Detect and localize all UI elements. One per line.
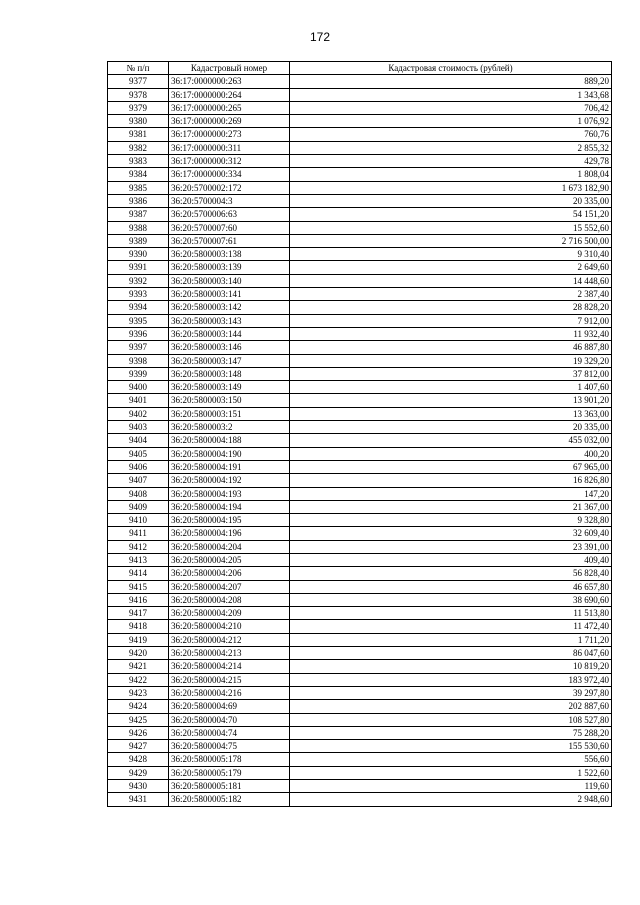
cell-cadastral-value: 19 329,20 bbox=[290, 354, 612, 367]
cell-cadastral-value: 556,60 bbox=[290, 753, 612, 766]
table-row bbox=[108, 713, 612, 726]
table-row bbox=[108, 487, 612, 500]
cell-cadastral-value: 10 819,20 bbox=[290, 660, 612, 673]
table-row bbox=[108, 726, 612, 739]
table-row bbox=[108, 686, 612, 699]
cell-row-number: 9394 bbox=[108, 301, 169, 314]
cell-cadastral-value: 1 673 182,90 bbox=[290, 181, 612, 194]
cell-row-number: 9413 bbox=[108, 553, 169, 566]
cell-cadastral-number: 36:20:5800004:192 bbox=[169, 474, 290, 487]
cell-cadastral-value: 183 972,40 bbox=[290, 673, 612, 686]
cell-row-number: 9408 bbox=[108, 487, 169, 500]
table-row bbox=[108, 673, 612, 686]
cell-cadastral-number: 36:20:5800004:206 bbox=[169, 567, 290, 580]
cell-cadastral-value: 706,42 bbox=[290, 101, 612, 114]
cell-row-number: 9427 bbox=[108, 740, 169, 753]
cell-cadastral-number: 36:20:5800004:191 bbox=[169, 460, 290, 473]
table-row bbox=[108, 660, 612, 673]
cell-row-number: 9400 bbox=[108, 381, 169, 394]
cell-cadastral-value: 155 530,60 bbox=[290, 740, 612, 753]
cell-cadastral-value: 20 335,00 bbox=[290, 421, 612, 434]
cell-cadastral-number: 36:20:5800003:150 bbox=[169, 394, 290, 407]
cell-cadastral-number: 36:20:5800003:151 bbox=[169, 407, 290, 420]
table-row bbox=[108, 75, 612, 88]
cell-row-number: 9383 bbox=[108, 155, 169, 168]
cell-row-number: 9397 bbox=[108, 341, 169, 354]
cell-row-number: 9421 bbox=[108, 660, 169, 673]
table-row bbox=[108, 327, 612, 340]
cell-cadastral-value: 9 310,40 bbox=[290, 248, 612, 261]
cell-row-number: 9428 bbox=[108, 753, 169, 766]
cell-cadastral-number: 36:20:5800005:182 bbox=[169, 793, 290, 806]
cell-cadastral-number: 36:20:5800004:212 bbox=[169, 633, 290, 646]
cell-row-number: 9378 bbox=[108, 88, 169, 101]
cell-row-number: 9422 bbox=[108, 673, 169, 686]
cell-row-number: 9388 bbox=[108, 221, 169, 234]
cell-cadastral-number: 36:20:5800004:210 bbox=[169, 620, 290, 633]
table-row bbox=[108, 421, 612, 434]
cell-row-number: 9420 bbox=[108, 647, 169, 660]
cell-row-number: 9396 bbox=[108, 327, 169, 340]
cell-row-number: 9431 bbox=[108, 793, 169, 806]
table-row bbox=[108, 740, 612, 753]
table-row bbox=[108, 447, 612, 460]
cell-row-number: 9395 bbox=[108, 314, 169, 327]
cell-row-number: 9404 bbox=[108, 434, 169, 447]
cell-cadastral-value: 9 328,80 bbox=[290, 514, 612, 527]
cell-row-number: 9403 bbox=[108, 421, 169, 434]
cell-cadastral-number: 36:20:5800003:147 bbox=[169, 354, 290, 367]
cell-cadastral-value: 37 812,00 bbox=[290, 367, 612, 380]
table-row bbox=[108, 793, 612, 806]
table-row bbox=[108, 580, 612, 593]
table-row bbox=[108, 155, 612, 168]
cell-cadastral-number: 36:20:5800004:205 bbox=[169, 553, 290, 566]
cell-cadastral-value: 15 552,60 bbox=[290, 221, 612, 234]
cell-row-number: 9381 bbox=[108, 128, 169, 141]
table-row bbox=[108, 647, 612, 660]
cell-row-number: 9379 bbox=[108, 101, 169, 114]
cell-cadastral-number: 36:17:0000000:269 bbox=[169, 115, 290, 128]
cell-cadastral-number: 36:20:5800004:215 bbox=[169, 673, 290, 686]
table-row bbox=[108, 367, 612, 380]
cell-cadastral-value: 119,60 bbox=[290, 780, 612, 793]
table-row bbox=[108, 381, 612, 394]
cell-cadastral-value: 889,20 bbox=[290, 75, 612, 88]
cell-row-number: 9430 bbox=[108, 780, 169, 793]
table-row bbox=[108, 407, 612, 420]
table-row bbox=[108, 434, 612, 447]
cell-cadastral-number: 36:20:5800004:74 bbox=[169, 726, 290, 739]
table-row bbox=[108, 527, 612, 540]
cell-cadastral-value: 455 032,00 bbox=[290, 434, 612, 447]
cell-cadastral-number: 36:17:0000000:334 bbox=[169, 168, 290, 181]
table-row bbox=[108, 394, 612, 407]
cell-row-number: 9406 bbox=[108, 460, 169, 473]
table-row bbox=[108, 753, 612, 766]
table-row bbox=[108, 607, 612, 620]
cell-cadastral-value: 86 047,60 bbox=[290, 647, 612, 660]
cell-cadastral-number: 36:20:5800004:204 bbox=[169, 540, 290, 553]
table-row bbox=[108, 766, 612, 779]
cell-row-number: 9426 bbox=[108, 726, 169, 739]
cell-cadastral-number: 36:20:5700002:172 bbox=[169, 181, 290, 194]
cell-row-number: 9387 bbox=[108, 208, 169, 221]
cell-cadastral-number: 36:20:5800003:142 bbox=[169, 301, 290, 314]
page-number: 172 bbox=[309, 30, 331, 44]
cell-cadastral-value: 28 828,20 bbox=[290, 301, 612, 314]
header-cadastral-value: Кадастровая стоимость (рублей) bbox=[290, 62, 612, 75]
cell-cadastral-value: 32 609,40 bbox=[290, 527, 612, 540]
cell-cadastral-value: 2 855,32 bbox=[290, 141, 612, 154]
cell-cadastral-number: 36:20:5700004:3 bbox=[169, 194, 290, 207]
cell-cadastral-number: 36:20:5800004:193 bbox=[169, 487, 290, 500]
cell-cadastral-value: 20 335,00 bbox=[290, 194, 612, 207]
cell-row-number: 9393 bbox=[108, 288, 169, 301]
cell-cadastral-value: 760,76 bbox=[290, 128, 612, 141]
cell-cadastral-value: 11 472,40 bbox=[290, 620, 612, 633]
cell-cadastral-number: 36:20:5800003:144 bbox=[169, 327, 290, 340]
cell-cadastral-value: 13 363,00 bbox=[290, 407, 612, 420]
cell-cadastral-value: 75 288,20 bbox=[290, 726, 612, 739]
cell-row-number: 9382 bbox=[108, 141, 169, 154]
cell-cadastral-value: 23 391,00 bbox=[290, 540, 612, 553]
cell-cadastral-value: 56 828,40 bbox=[290, 567, 612, 580]
cell-cadastral-value: 38 690,60 bbox=[290, 593, 612, 606]
cell-cadastral-value: 54 151,20 bbox=[290, 208, 612, 221]
cell-cadastral-number: 36:20:5800005:179 bbox=[169, 766, 290, 779]
cell-cadastral-number: 36:17:0000000:312 bbox=[169, 155, 290, 168]
cell-cadastral-value: 13 901,20 bbox=[290, 394, 612, 407]
table-row bbox=[108, 115, 612, 128]
cell-cadastral-number: 36:20:5800003:146 bbox=[169, 341, 290, 354]
cell-cadastral-number: 36:20:5800003:143 bbox=[169, 314, 290, 327]
cell-row-number: 9401 bbox=[108, 394, 169, 407]
cell-cadastral-number: 36:17:0000000:311 bbox=[169, 141, 290, 154]
header-cadastral-number: Кадастровый номер bbox=[169, 62, 290, 75]
table-row bbox=[108, 221, 612, 234]
cell-row-number: 9392 bbox=[108, 274, 169, 287]
cell-cadastral-number: 36:20:5800004:195 bbox=[169, 514, 290, 527]
cell-cadastral-value: 147,20 bbox=[290, 487, 612, 500]
cell-cadastral-value: 7 912,00 bbox=[290, 314, 612, 327]
cell-row-number: 9386 bbox=[108, 194, 169, 207]
cell-cadastral-number: 36:20:5800004:69 bbox=[169, 700, 290, 713]
cadastral-value-table bbox=[107, 61, 612, 807]
table-row bbox=[108, 181, 612, 194]
table-body bbox=[108, 75, 612, 806]
cell-cadastral-number: 36:20:5800003:140 bbox=[169, 274, 290, 287]
cell-cadastral-number: 36:17:0000000:264 bbox=[169, 88, 290, 101]
table-row bbox=[108, 208, 612, 221]
cell-cadastral-value: 429,78 bbox=[290, 155, 612, 168]
cell-row-number: 9389 bbox=[108, 234, 169, 247]
cell-cadastral-value: 202 887,60 bbox=[290, 700, 612, 713]
cell-cadastral-number: 36:20:5800004:188 bbox=[169, 434, 290, 447]
cell-row-number: 9377 bbox=[108, 75, 169, 88]
cell-cadastral-number: 36:20:5800003:141 bbox=[169, 288, 290, 301]
cell-cadastral-value: 1 711,20 bbox=[290, 633, 612, 646]
cell-cadastral-value: 1 407,60 bbox=[290, 381, 612, 394]
cell-cadastral-number: 36:17:0000000:273 bbox=[169, 128, 290, 141]
cell-row-number: 9384 bbox=[108, 168, 169, 181]
cell-row-number: 9423 bbox=[108, 686, 169, 699]
cell-row-number: 9409 bbox=[108, 500, 169, 513]
table-row bbox=[108, 567, 612, 580]
cell-row-number: 9415 bbox=[108, 580, 169, 593]
cell-cadastral-value: 409,40 bbox=[290, 553, 612, 566]
cell-cadastral-value: 16 826,80 bbox=[290, 474, 612, 487]
cell-cadastral-value: 108 527,80 bbox=[290, 713, 612, 726]
cell-cadastral-number: 36:20:5800003:138 bbox=[169, 248, 290, 261]
table-row bbox=[108, 88, 612, 101]
cell-cadastral-number: 36:20:5800003:2 bbox=[169, 421, 290, 434]
table-row bbox=[108, 460, 612, 473]
cell-row-number: 9414 bbox=[108, 567, 169, 580]
cell-row-number: 9417 bbox=[108, 607, 169, 620]
cell-cadastral-number: 36:17:0000000:263 bbox=[169, 75, 290, 88]
table-row bbox=[108, 633, 612, 646]
table-row bbox=[108, 593, 612, 606]
cell-cadastral-number: 36:20:5800004:75 bbox=[169, 740, 290, 753]
table-header-row bbox=[108, 62, 612, 75]
cell-cadastral-value: 1 076,92 bbox=[290, 115, 612, 128]
cell-row-number: 9418 bbox=[108, 620, 169, 633]
cell-cadastral-value: 67 965,00 bbox=[290, 460, 612, 473]
cell-row-number: 9419 bbox=[108, 633, 169, 646]
cell-cadastral-value: 1 522,60 bbox=[290, 766, 612, 779]
cell-cadastral-value: 21 367,00 bbox=[290, 500, 612, 513]
cell-cadastral-number: 36:20:5800004:70 bbox=[169, 713, 290, 726]
table-row bbox=[108, 514, 612, 527]
cell-cadastral-number: 36:20:5800004:196 bbox=[169, 527, 290, 540]
cell-cadastral-value: 2 649,60 bbox=[290, 261, 612, 274]
cell-cadastral-value: 2 716 500,00 bbox=[290, 234, 612, 247]
table-row bbox=[108, 288, 612, 301]
cell-row-number: 9385 bbox=[108, 181, 169, 194]
cell-row-number: 9390 bbox=[108, 248, 169, 261]
table-row bbox=[108, 168, 612, 181]
cell-cadastral-number: 36:20:5700006:63 bbox=[169, 208, 290, 221]
table-row bbox=[108, 101, 612, 114]
table-row bbox=[108, 354, 612, 367]
table-row bbox=[108, 540, 612, 553]
cell-row-number: 9411 bbox=[108, 527, 169, 540]
table-row bbox=[108, 620, 612, 633]
table-header bbox=[108, 62, 612, 75]
cell-cadastral-value: 11 932,40 bbox=[290, 327, 612, 340]
cell-cadastral-number: 36:20:5800004:209 bbox=[169, 607, 290, 620]
header-row-number: № п/п bbox=[108, 62, 169, 75]
cell-cadastral-number: 36:20:5700007:60 bbox=[169, 221, 290, 234]
cell-cadastral-value: 400,20 bbox=[290, 447, 612, 460]
cell-row-number: 9429 bbox=[108, 766, 169, 779]
cell-cadastral-number: 36:20:5800003:139 bbox=[169, 261, 290, 274]
cell-row-number: 9412 bbox=[108, 540, 169, 553]
cell-cadastral-value: 1 343,68 bbox=[290, 88, 612, 101]
cell-row-number: 9416 bbox=[108, 593, 169, 606]
cell-row-number: 9391 bbox=[108, 261, 169, 274]
cell-row-number: 9425 bbox=[108, 713, 169, 726]
cell-cadastral-number: 36:20:5800004:207 bbox=[169, 580, 290, 593]
cell-row-number: 9424 bbox=[108, 700, 169, 713]
table-row bbox=[108, 700, 612, 713]
cell-row-number: 9380 bbox=[108, 115, 169, 128]
table-row bbox=[108, 274, 612, 287]
table-row bbox=[108, 141, 612, 154]
cell-cadastral-number: 36:20:5800005:181 bbox=[169, 780, 290, 793]
cell-cadastral-value: 14 448,60 bbox=[290, 274, 612, 287]
cell-cadastral-number: 36:20:5800004:216 bbox=[169, 686, 290, 699]
table-row bbox=[108, 474, 612, 487]
cell-cadastral-number: 36:20:5700007:61 bbox=[169, 234, 290, 247]
cell-row-number: 9410 bbox=[108, 514, 169, 527]
cell-cadastral-number: 36:20:5800004:208 bbox=[169, 593, 290, 606]
cell-cadastral-value: 39 297,80 bbox=[290, 686, 612, 699]
table-row bbox=[108, 500, 612, 513]
cell-cadastral-value: 11 513,80 bbox=[290, 607, 612, 620]
cell-cadastral-number: 36:17:0000000:265 bbox=[169, 101, 290, 114]
cell-cadastral-value: 2 948,60 bbox=[290, 793, 612, 806]
table-row bbox=[108, 780, 612, 793]
cell-cadastral-number: 36:20:5800003:148 bbox=[169, 367, 290, 380]
cell-cadastral-number: 36:20:5800004:190 bbox=[169, 447, 290, 460]
table-row bbox=[108, 341, 612, 354]
cell-row-number: 9407 bbox=[108, 474, 169, 487]
cell-cadastral-number: 36:20:5800005:178 bbox=[169, 753, 290, 766]
cell-cadastral-number: 36:20:5800004:213 bbox=[169, 647, 290, 660]
cell-cadastral-value: 2 387,40 bbox=[290, 288, 612, 301]
table-row bbox=[108, 553, 612, 566]
table-row bbox=[108, 301, 612, 314]
cell-row-number: 9402 bbox=[108, 407, 169, 420]
cell-cadastral-number: 36:20:5800004:194 bbox=[169, 500, 290, 513]
table-row bbox=[108, 194, 612, 207]
cell-row-number: 9398 bbox=[108, 354, 169, 367]
cell-row-number: 9399 bbox=[108, 367, 169, 380]
table-row bbox=[108, 261, 612, 274]
cell-cadastral-value: 46 657,80 bbox=[290, 580, 612, 593]
cell-cadastral-number: 36:20:5800003:149 bbox=[169, 381, 290, 394]
cell-cadastral-value: 46 887,80 bbox=[290, 341, 612, 354]
cell-row-number: 9405 bbox=[108, 447, 169, 460]
cell-cadastral-number: 36:20:5800004:214 bbox=[169, 660, 290, 673]
cell-cadastral-value: 1 808,04 bbox=[290, 168, 612, 181]
table-row bbox=[108, 248, 612, 261]
table-row bbox=[108, 314, 612, 327]
table-row bbox=[108, 128, 612, 141]
table-row bbox=[108, 234, 612, 247]
